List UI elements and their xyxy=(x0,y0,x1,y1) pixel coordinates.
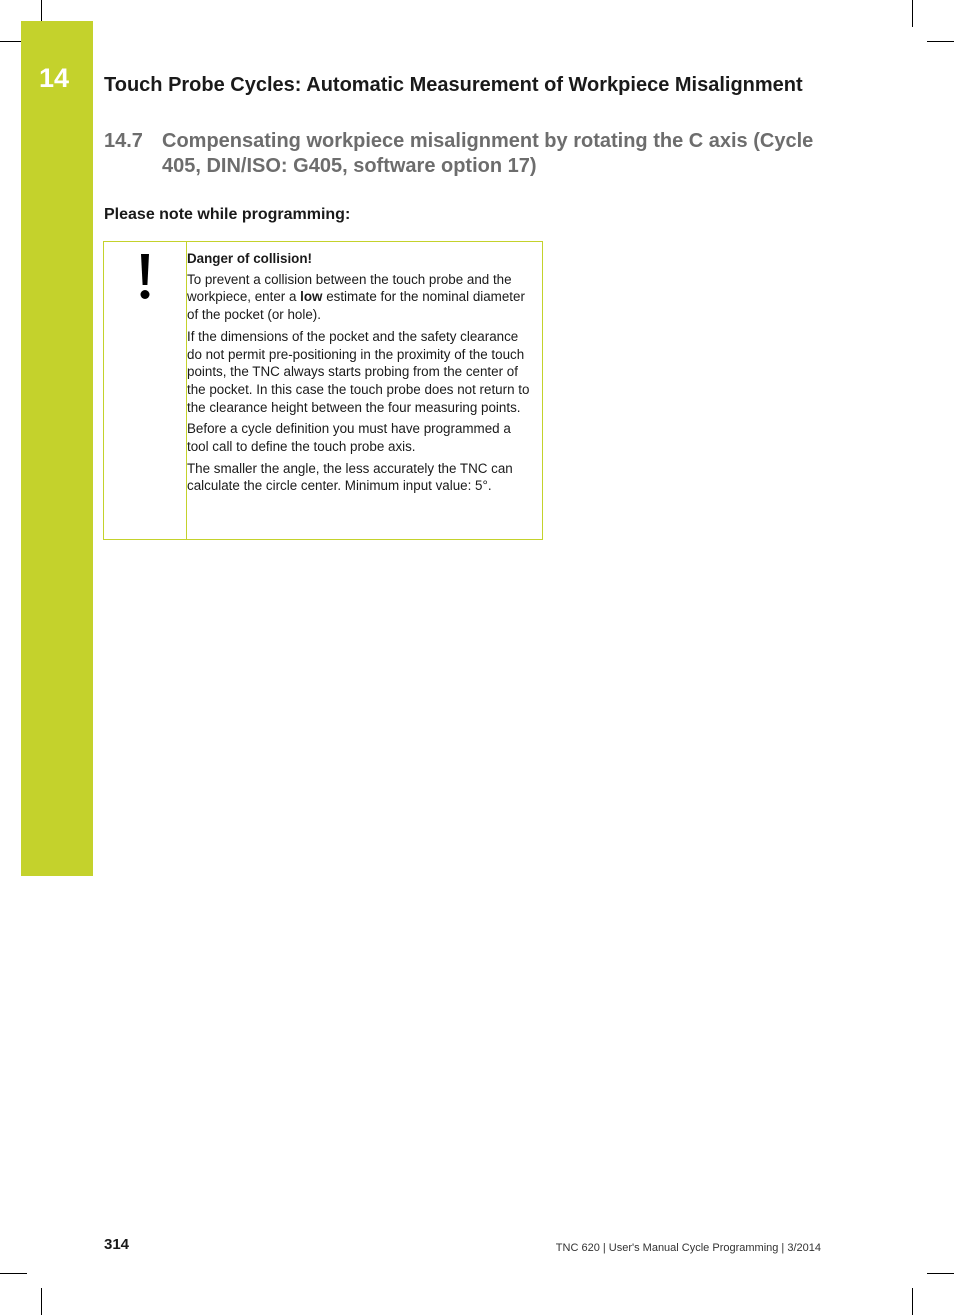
crop-mark xyxy=(0,1273,27,1274)
crop-mark xyxy=(927,1273,954,1274)
text-run: To prevent a collision between the touch probe and the workpiece, enter a xyxy=(187,271,512,305)
crop-mark xyxy=(912,1288,913,1315)
section-number: 14.7 xyxy=(104,130,143,152)
notice-title: Danger of collision! xyxy=(187,251,312,266)
notice-paragraph: If the dimensions of the pocket and the safety clearance do not permit pre-positioning in the proximity of the touch points, the TNC always starts probing from the center of the pocket. In this case the touch probe does not return to the clearance height between the four measuring points. xyxy=(187,328,530,415)
exclamation-icon xyxy=(139,254,151,300)
notice-content xyxy=(187,250,534,499)
notice-paragraph xyxy=(187,271,534,324)
crop-mark xyxy=(41,1288,42,1315)
page-number: 314 xyxy=(104,1236,130,1253)
warning-notice xyxy=(103,241,543,540)
chapter-number: 14 xyxy=(38,63,70,93)
section-title: Compensating workpiece misalignment by rotating the C axis (Cycle 405, DIN/ISO: G405, software option 17) xyxy=(162,130,814,177)
chapter-tab xyxy=(21,21,93,876)
notice-paragraph: The smaller the angle, the less accurately the TNC can calculate the circle center. Minimum input value: 5°. xyxy=(187,460,513,494)
chapter-title: Touch Probe Cycles: Automatic Measurement of Workpiece Misalignment xyxy=(104,74,803,96)
crop-mark xyxy=(912,0,913,27)
notice-paragraph: Before a cycle definition you must have programmed a tool call to define the touch probe axis. xyxy=(187,421,511,455)
subheading: Please note while programming: xyxy=(104,206,351,223)
crop-mark xyxy=(927,41,954,42)
emphasis-text: low xyxy=(300,289,323,305)
footer-text: TNC 620 | User's Manual Cycle Programming | 3/2014 xyxy=(555,1242,821,1254)
text-run: estimate for the nominal diameter of the pocket (or hole). xyxy=(187,289,525,323)
